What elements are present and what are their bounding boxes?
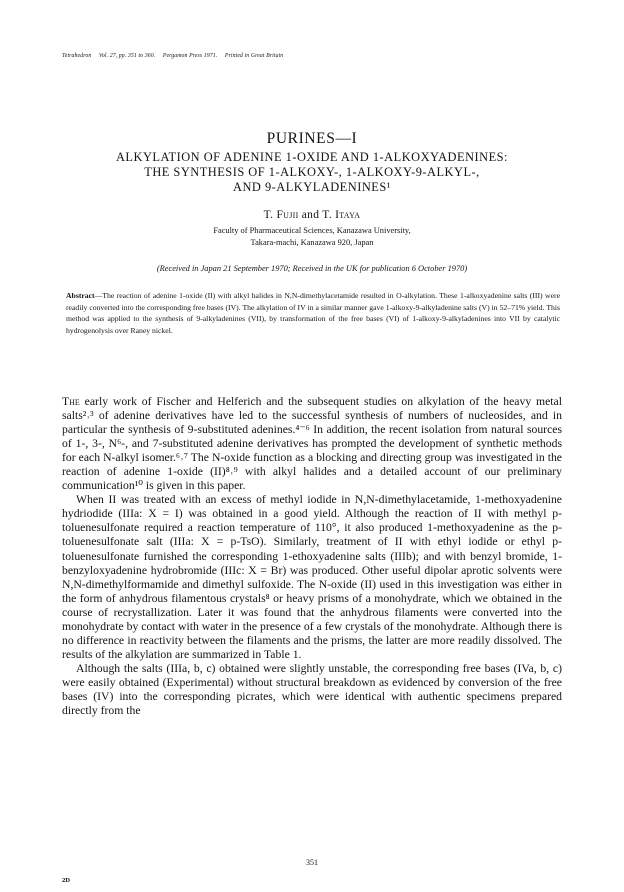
received-dates: (Received in Japan 21 September 1970; Received in the UK for publication 6 October 1970) (156, 264, 468, 273)
subtitle-line: THE SYNTHESIS OF 1-ALKOXY-, 1-ALKOXY-9-ALKYL-, (144, 165, 480, 180)
paragraph-text: early work of Fischer and Helferich and the subsequent studies on alkylation of the heavy metal salts²˒³ of adenine derivatives have led to the successful synthesis of numbers of nucleosides, and in particular the synthesis of 9-substituted adenines.⁴⁻⁶ In addition, the recent isolation from natural sources of 1-, 3-, N⁶-, and 7-substituted adenine derivatives has prompted the development of synthetic methods for each N-alkyl isomer.⁶˒⁷ The N-oxide function as a blocking and directing group was investigated in the reaction of adenine 1-oxide (II)⁸˒⁹ with alkyl halides and a detailed account of our preliminary communication¹⁰ is given in this paper. (62, 395, 562, 493)
page-number: 351 (306, 858, 318, 867)
author-conjunction: and T. (298, 209, 336, 221)
body-text (62, 395, 562, 718)
paper-title: PURINES—I (266, 130, 358, 147)
author-surname: Itaya (335, 209, 361, 221)
author-line (0, 209, 624, 221)
paragraph: When II was treated with an excess of methyl iodide in N,N-dimethylacetamide, 1-methoxyadenine hydriodide (IIIa: X = I) was obtained in a good yield. Although the reaction of II with methyl p-toluenesulfonate required a reaction temperature of 110°, it also produced 1-methoxyadenine as the p-toluenesulfonate salt (IIIa: X = p-TsO). Similarly, treatment of II with ethyl iodide or ethyl p-toluenesulfonate furnished the corresponding 1-ethoxyadenine salts (IIIb); and with benzyl bromide, 1-benzyloxyadenine hydrobromide (IIIc: X = Br) was produced. Other useful dipolar aprotic solvents were N,N-dimethylformamide and dimethyl sulfoxide. The N-oxide (II) used in this investigation was either in the form of anhydrous filamentous crystals⁸ or heavy prisms of a monohydrate, which we obtained in the course of recrystallization. Later it was found that the anhydrous filaments were converted into the monohydrate by contact with water in the presence of a few crystals of the monohydrate. Although there is no difference in reactivity between the filaments and the prisms, the latter are more readily dissolved. The results of the alkylation are summarized in Table 1. (62, 493, 562, 661)
abstract (66, 290, 560, 337)
abstract-label: Abstract (66, 291, 95, 300)
abstract-text: —The reaction of adenine 1-oxide (II) with alkyl halides in N,N-dimethylacetamide resulted in O-alkylation. These 1-alkoxyadenine salts (III) were readily converted into the corresponding free bases (IV). The alkylation of IV in a similar manner gave 1-alkoxy-9-alkyladenine salts (V) in 52–71% yield. This method was applied to the synthesis of 9-alkyladenines (VII), by transformation of the free bases (VI) of 1-alkoxy-9-alkyladenines into VII by catalytic hydrogenolysis over Raney nickel. (66, 291, 560, 336)
journal-name: Tetrahedron (62, 53, 92, 59)
paragraph (62, 395, 562, 493)
running-header (62, 53, 562, 59)
paper-subtitle (0, 150, 624, 196)
printed-info: Printed in Great Britain (224, 53, 284, 59)
affiliation-line: Takara-machi, Kanazawa 920, Japan (250, 237, 374, 247)
affiliation-line: Faculty of Pharmaceutical Sciences, Kanazawa University, (213, 226, 411, 235)
paragraph: Although the salts (IIIa, b, c) obtained were slightly unstable, the corresponding free bases (IVa, b, c) were easily obtained (Experimental) without structural breakdown as evidenced by conversion of the free bases (IV) into the corresponding picrates, which were identical with authentic specimens prepared directly from the (62, 661, 562, 718)
author-surname: Fujii (276, 209, 299, 221)
signature-mark: 2D (62, 877, 71, 884)
subtitle-line: ALKYLATION OF ADENINE 1-OXIDE AND 1-ALKOXYADENINES: (115, 150, 508, 164)
subtitle-line: AND 9-ALKYLADENINES¹ (233, 180, 391, 195)
author-initial: T. (263, 209, 277, 221)
volume-info: Vol. 27, pp. 351 to 360. (98, 53, 156, 59)
publisher-info: Pergamon Press 1971. (162, 53, 218, 59)
paragraph-lead: The (62, 395, 80, 408)
affiliation (0, 225, 624, 248)
